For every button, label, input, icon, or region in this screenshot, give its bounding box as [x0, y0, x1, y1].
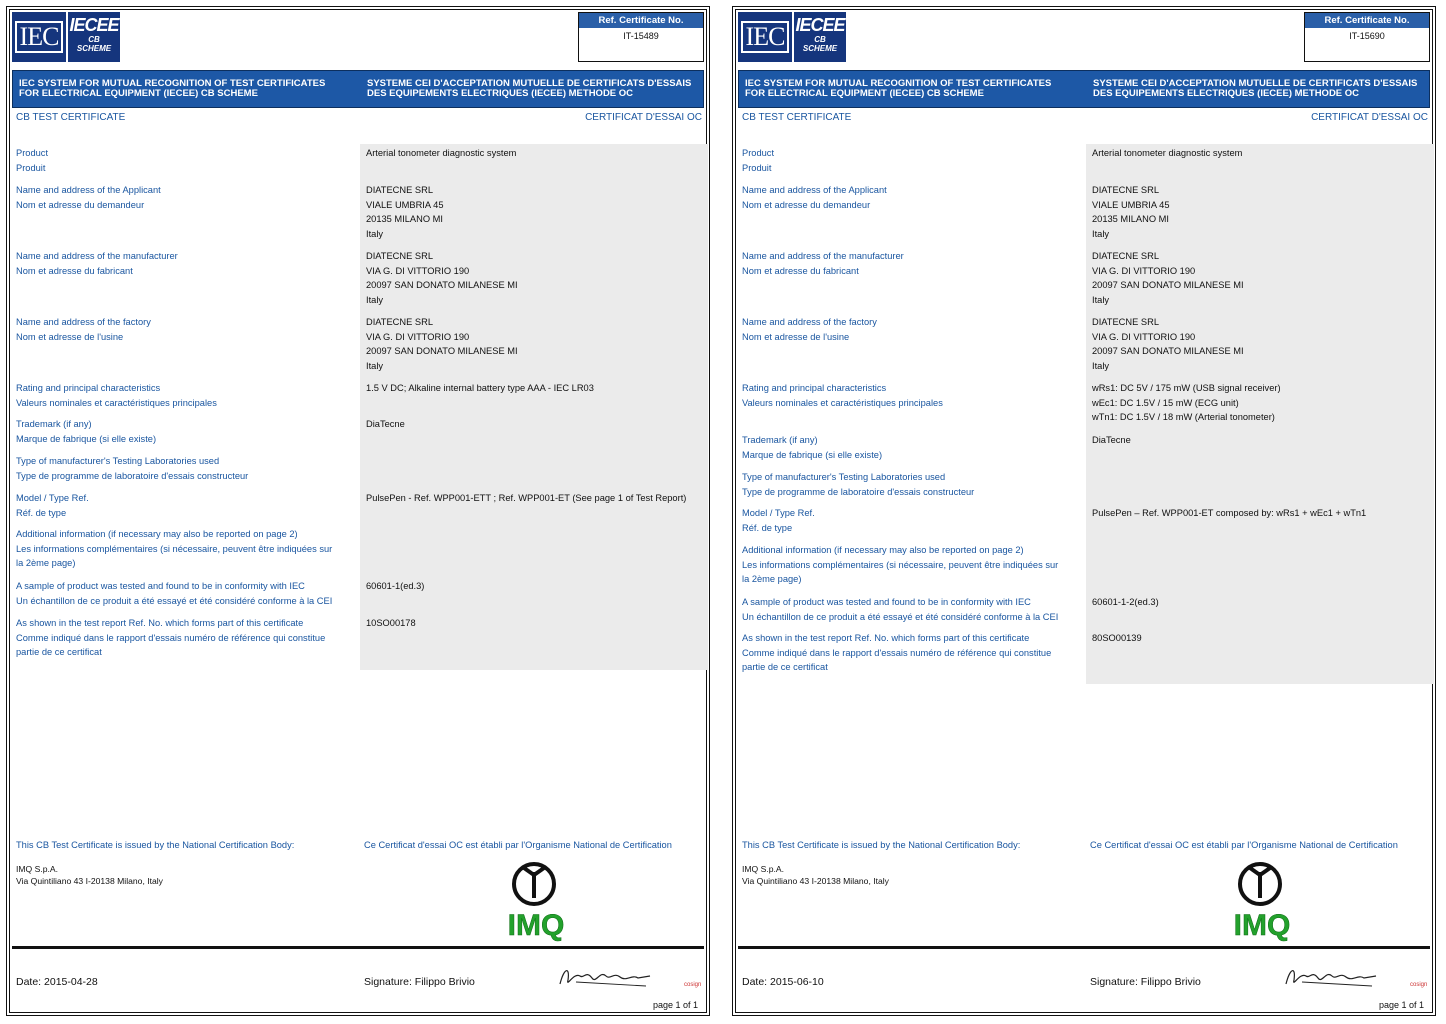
scheme-header-bar: [738, 70, 1430, 108]
trademark-value: DiaTecne: [1092, 435, 1131, 445]
ref-certificate-label: Ref. Certificate No.: [579, 13, 703, 28]
additional-info-label: Additional information (if necessary may also be reported on page 2) Les informations complémentaires (si nécessaire, peuvent être indiquées sur la 2ème page): [742, 545, 1059, 584]
applicant-value: DIATECNE SRL VIALE UMBRIA 45 20135 MILANO MI Italy: [366, 185, 444, 239]
manufacturer-label: Name and address of the manufacturer Nom et adresse du fabricant: [16, 251, 178, 276]
factory-value: DIATECNE SRL VIA G. DI VITTORIO 190 20097 SAN DONATO MILANESE MI Italy: [366, 317, 518, 371]
footer-divider: [738, 946, 1430, 949]
handwritten-signature-icon: [556, 962, 652, 992]
manufacturer-label: Name and address of the manufacturer Nom et adresse du fabricant: [742, 251, 904, 276]
conformity-label: A sample of product was tested and found to be in conformity with IEC Un échantillon de ce produit a été essayé et été considéré conforme à la CEI: [742, 597, 1059, 622]
manufacturer-value: DIATECNE SRL VIA G. DI VITTORIO 190 20097 SAN DONATO MILANESE MI Italy: [366, 251, 518, 305]
factory-label: Name and address of the factory Nom et adresse de l'usine: [742, 317, 877, 342]
product-label: Product Produit: [16, 148, 49, 173]
test-report-label: As shown in the test report Ref. No. which forms part of this certificate Comme indiqué dans le rapport d'essais numéro de référence qui constitue partie de ce certificat: [742, 633, 1052, 672]
applicant-value: DIATECNE SRL VIALE UMBRIA 45 20135 MILANO MI Italy: [1092, 185, 1170, 239]
rating-value: wRs1: DC 5V / 175 mW (USB signal receiver) wEc1: DC 1.5V / 15 mW (ECG unit) wTn1: DC 1.5V / 18 mW (Arterial tonometer): [1092, 383, 1281, 422]
scheme-header-bar: [12, 70, 704, 108]
certificate-left: [6, 6, 710, 1016]
scheme-header-en: IEC SYSTEM FOR MUTUAL RECOGNITION OF TEST CERTIFICATES FOR ELECTRICAL EQUIPMENT (IECEE) CB SCHEME: [19, 78, 326, 99]
manufacturer-value: DIATECNE SRL VIA G. DI VITTORIO 190 20097 SAN DONATO MILANESE MI Italy: [1092, 251, 1244, 305]
test-report-number: 10SO00178: [366, 618, 416, 628]
iec-iecee-logo: [738, 12, 850, 62]
iec-iecee-logo: [12, 12, 124, 62]
ref-certificate-number: IT-15489: [623, 31, 659, 41]
additional-info-label: Additional information (if necessary may also be reported on page 2) Les informations complémentaires (si nécessaire, peuvent être indiquées sur la 2ème page): [16, 529, 333, 568]
page-number: page 1 of 1: [1378, 1000, 1424, 1010]
ref-certificate-box: [578, 12, 704, 62]
issued-by-fr: Ce Certificat d'essai OC est établi par l'Organisme National de Certification: [364, 840, 672, 850]
trademark-label: Trademark (if any) Marque de fabrique (si elle existe): [742, 435, 883, 460]
factory-label: Name and address of the factory Nom et adresse de l'usine: [16, 317, 151, 342]
certificat-essai-title: CERTIFICAT D'ESSAI OC: [585, 112, 702, 123]
rating-label: Rating and principal characteristics Valeurs nominales et caractéristiques principales: [16, 383, 217, 408]
imq-logo: IMQ: [498, 862, 574, 944]
issued-by-en: This CB Test Certificate is issued by the National Certification Body:: [742, 840, 1021, 850]
footer-divider: [12, 946, 704, 949]
factory-value: DIATECNE SRL VIA G. DI VITTORIO 190 20097 SAN DONATO MILANESE MI Italy: [1092, 317, 1244, 371]
cosign-mark: cosign: [1410, 982, 1428, 988]
imq-logo: IMQ: [1224, 862, 1300, 944]
cosign-mark: cosign: [684, 982, 702, 988]
certificate-right: [732, 6, 1436, 1016]
scheme-header-fr: SYSTEME CEI D'ACCEPTATION MUTUELLE DE CERTIFICATS D'ESSAIS DES EQUIPEMENTS ELECTRIQUES (IECEE) METHODE OC: [1093, 78, 1418, 99]
model-value: PulsePen – Ref. WPP001-ET composed by: wRs1 + wEc1 + wTn1: [1092, 508, 1367, 518]
ref-certificate-number: IT-15690: [1349, 31, 1385, 41]
testing-labs-label: Type of manufacturer's Testing Laboratories used Type de programme de laboratoire d'essais constructeur: [742, 472, 975, 497]
conformity-standard: 60601-1-2(ed.3): [1092, 597, 1159, 607]
issue-date: Date: 2015-06-10: [742, 976, 824, 988]
certificate-frame: [735, 9, 1433, 1013]
cb-test-certificate-title: CB TEST CERTIFICATE: [16, 112, 126, 123]
scheme-header-fr: SYSTEME CEI D'ACCEPTATION MUTUELLE DE CERTIFICATS D'ESSAIS DES EQUIPEMENTS ELECTRIQUES (IECEE) METHODE OC: [367, 78, 692, 99]
iecee-logo: IECEE CB SCHEME: [794, 12, 846, 62]
applicant-label: Name and address of the Applicant Nom et adresse du demandeur: [742, 185, 887, 210]
iecee-logo: IECEE CB SCHEME: [68, 12, 120, 62]
signature-text: Signature: Filippo Brivio: [1090, 976, 1201, 988]
test-report-label: As shown in the test report Ref. No. which forms part of this certificate Comme indiqué dans le rapport d'essais numéro de référence qui constitue partie de ce certificat: [16, 618, 326, 657]
trademark-value: DiaTecne: [366, 419, 405, 429]
testing-labs-label: Type of manufacturer's Testing Laboratories used Type de programme de laboratoire d'essais constructeur: [16, 456, 249, 481]
conformity-label: A sample of product was tested and found to be in conformity with IEC Un échantillon de ce produit a été essayé et été considéré conforme à la CEI: [16, 581, 333, 606]
iec-logo: IEC: [12, 12, 66, 62]
signature-text: Signature: Filippo Brivio: [364, 976, 475, 988]
rating-label: Rating and principal characteristics Valeurs nominales et caractéristiques principales: [742, 383, 943, 408]
product-value: Arterial tonometer diagnostic system: [366, 148, 517, 158]
trademark-label: Trademark (if any) Marque de fabrique (si elle existe): [16, 419, 157, 444]
product-value: Arterial tonometer diagnostic system: [1092, 148, 1243, 158]
issue-date: Date: 2015-04-28: [16, 976, 98, 988]
applicant-label: Name and address of the Applicant Nom et adresse du demandeur: [16, 185, 161, 210]
model-value: PulsePen - Ref. WPP001-ETT ; Ref. WPP001-ET (See page 1 of Test Report): [366, 493, 687, 503]
issued-by-en: This CB Test Certificate is issued by the National Certification Body:: [16, 840, 295, 850]
scheme-header-en: IEC SYSTEM FOR MUTUAL RECOGNITION OF TEST CERTIFICATES FOR ELECTRICAL EQUIPMENT (IECEE) CB SCHEME: [745, 78, 1052, 99]
issued-by-fr: Ce Certificat d'essai OC est établi par l'Organisme National de Certification: [1090, 840, 1398, 850]
certificate-frame: [9, 9, 707, 1013]
certificat-essai-title: CERTIFICAT D'ESSAI OC: [1311, 112, 1428, 123]
certification-body: IMQ S.p.A. Via Quintiliano 43 I-20138 Milano, Italy: [16, 864, 163, 886]
model-label: Model / Type Ref. Réf. de type: [742, 508, 815, 533]
ref-certificate-label: Ref. Certificate No.: [1305, 13, 1429, 28]
test-report-number: 80SO00139: [1092, 633, 1142, 643]
rating-value: 1.5 V DC; Alkaline internal battery type AAA - IEC LR03: [366, 383, 594, 393]
conformity-standard: 60601-1(ed.3): [366, 581, 425, 591]
page-number: page 1 of 1: [652, 1000, 698, 1010]
handwritten-signature-icon: [1282, 962, 1378, 992]
iec-logo: IEC: [738, 12, 792, 62]
ref-certificate-box: [1304, 12, 1430, 62]
model-label: Model / Type Ref. Réf. de type: [16, 493, 89, 518]
cb-test-certificate-title: CB TEST CERTIFICATE: [742, 112, 852, 123]
certification-body: IMQ S.p.A. Via Quintiliano 43 I-20138 Milano, Italy: [742, 864, 889, 886]
product-label: Product Produit: [742, 148, 775, 173]
